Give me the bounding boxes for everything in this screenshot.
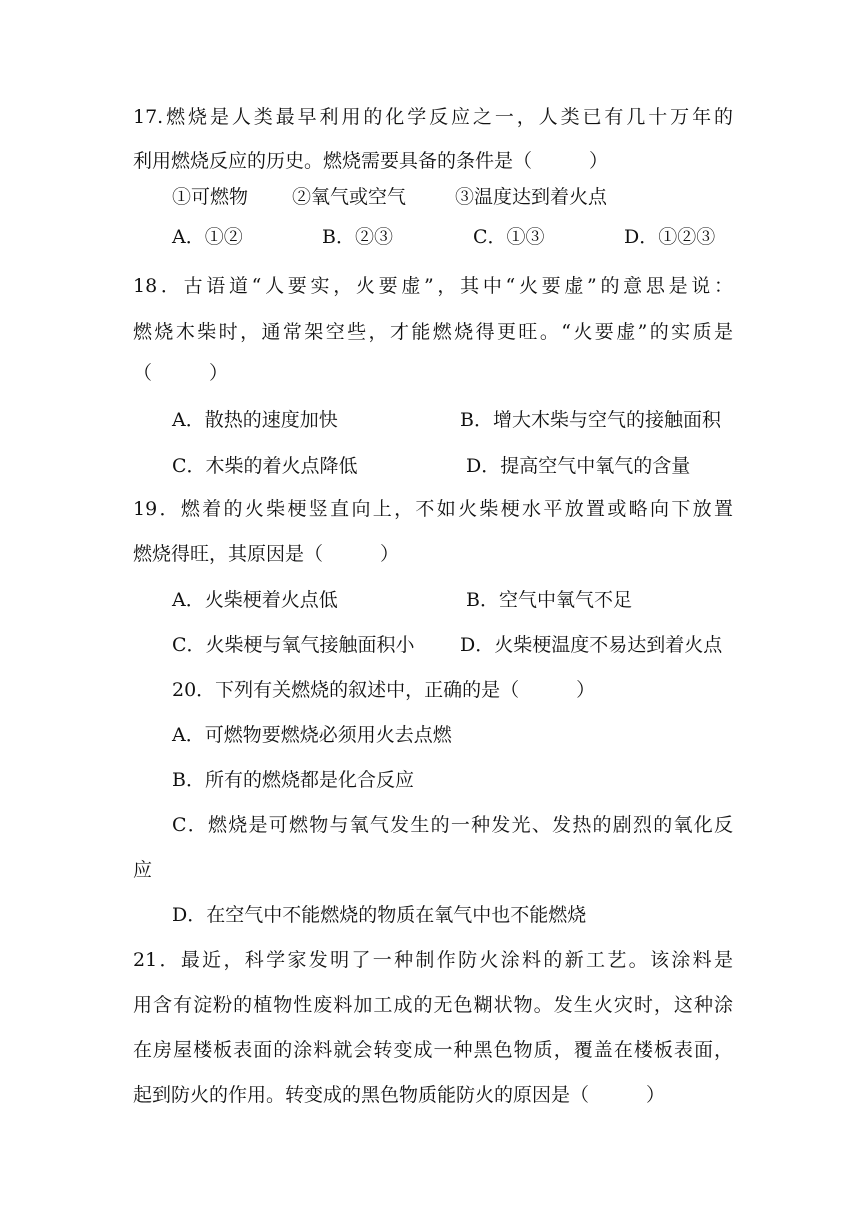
q17-text-line-2: 利用燃烧反应的历史。燃烧需要具备的条件是（ ） [133,150,609,172]
q19-option-c: C．火柴梗与氧气接触面积小 [172,634,415,656]
q17-condition-1: ①可燃物 [172,186,249,208]
q21-text-line-4: 起到防火的作用。转变成的黑色物质能防火的原因是（ ） [133,1084,666,1106]
q17-option-d: D．①②③ [624,226,716,248]
q20-text-line-1: 20．下列有关燃烧的叙述中，正确的是（ ） [172,679,596,701]
q20-option-a: A．可燃物要燃烧必须用火去点燃 [172,724,452,746]
q17-condition-2: ②氧气或空气 [292,186,407,208]
q17-option-b: B．②③ [322,226,393,248]
q18-option-c: C．木柴的着火点降低 [172,455,358,477]
q19-option-d: D．火柴梗温度不易达到着火点 [460,634,723,656]
q18-option-b: B．增大木柴与空气的接触面积 [460,409,721,431]
q17-option-a: A．①② [172,226,243,248]
q21-text-line-3: 在房屋楼板表面的涂料就会转变成一种黑色物质，覆盖在楼板表面， [133,1039,733,1061]
q21-text-line-1: 21．最近，科学家发明了一种制作防火涂料的新工艺。该涂料是 [133,949,733,971]
q19-option-a: A．火柴梗着火点低 [172,589,338,611]
q20-option-c-continued: 应 [133,859,153,881]
q20-option-d: D．在空气中不能燃烧的物质在氧气中也不能燃烧 [172,904,587,926]
q19-text-line-1: 19．燃着的火柴梗竖直向上，不如火柴梗水平放置或略向下放置 [133,498,733,520]
q17-text-line-1: 17.燃烧是人类最早利用的化学反应之一，人类已有几十万年的 [133,106,733,128]
q20-option-b: B．所有的燃烧都是化合反应 [172,769,414,791]
q19-option-b: B．空气中氧气不足 [466,589,632,611]
q17-condition-3: ③温度达到着火点 [455,186,608,208]
q18-text-line-3: （ ） [133,362,229,384]
q20-option-c: C．燃烧是可燃物与氧气发生的一种发光、发热的剧烈的氧化反 [172,814,733,836]
q18-text-line-1: 18．古语道“人要实，火要虚”，其中“火要虚”的意思是说： [133,275,733,297]
q17-option-c: C．①③ [473,226,545,248]
q18-option-d: D．提高空气中氧气的含量 [466,455,691,477]
q18-text-line-2: 燃烧木柴时，通常架空些，才能燃烧得更旺。“火要虚”的实质是 [133,321,733,343]
q18-option-a: A．散热的速度加快 [172,409,338,431]
q21-text-line-2: 用含有淀粉的植物性废料加工成的无色糊状物。发生火灾时，这种涂 [133,994,733,1016]
q19-text-line-2: 燃烧得旺，其原因是（ ） [133,543,400,565]
